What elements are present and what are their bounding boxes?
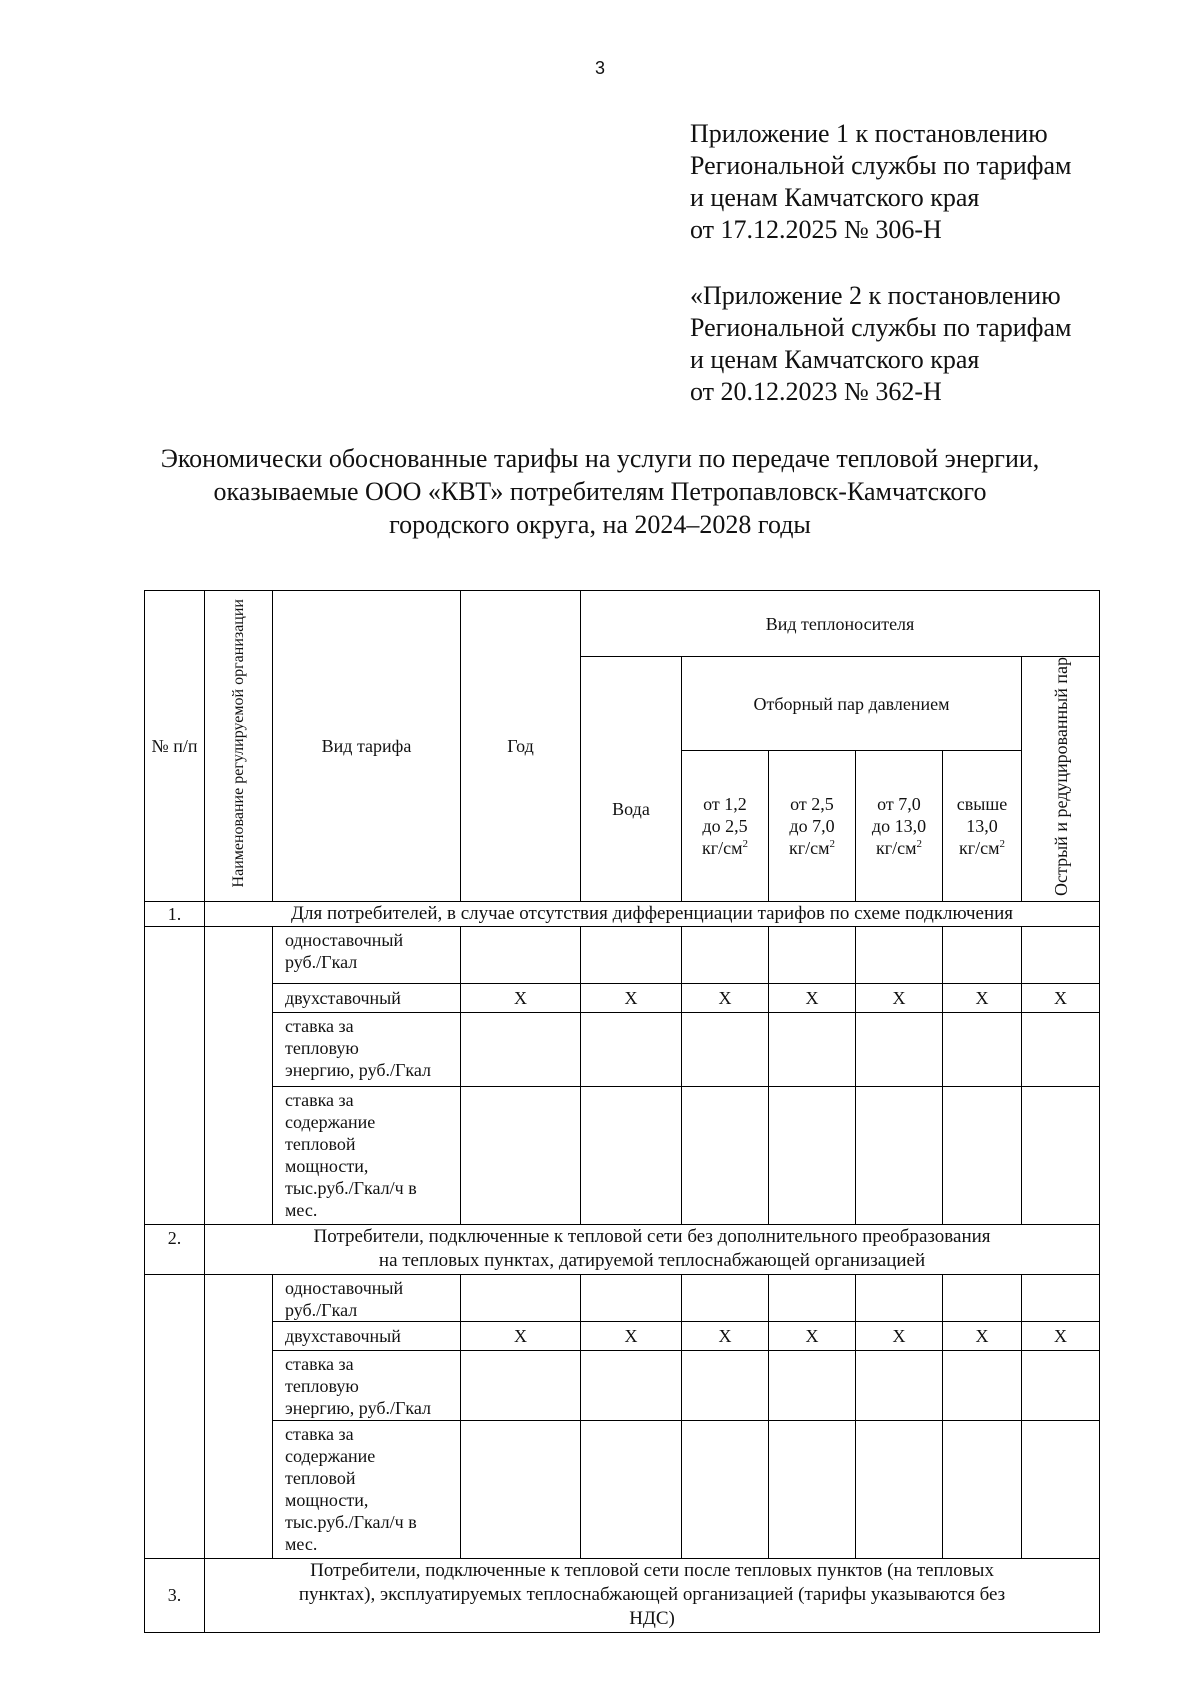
header-steam: Отборный пар давлением	[682, 657, 1022, 751]
table-cell	[461, 926, 581, 983]
table-cell	[856, 1420, 943, 1558]
table-cell	[943, 926, 1022, 983]
row-energy-rate-label: ставка за тепловую энергию, руб./Гкал	[273, 1012, 461, 1086]
table-cell	[682, 926, 769, 983]
row-capacity-rate-label: ставка за содержание тепловой мощности, тыс.руб./Гкал/ч в мес.	[273, 1086, 461, 1224]
section-3-title: Потребители, подключенные к тепловой сети после тепловых пунктов (на тепловых пунктах), эксплуатируемых теплоснабжающей организацией (тарифы указываются без НДС)	[205, 1558, 1100, 1632]
table-cell	[769, 1420, 856, 1558]
row-one-rate-label: одноставочный руб./Гкал	[273, 926, 461, 983]
header-org-text: Наименование регулируемой организации	[229, 599, 247, 888]
x-mark: Х	[856, 1321, 943, 1350]
table-cell	[856, 926, 943, 983]
table-cell	[943, 1350, 1022, 1420]
row-capacity-rate-label: ставка за содержание тепловой мощности, тыс.руб./Гкал/ч в мес.	[273, 1420, 461, 1558]
x-mark: Х	[581, 983, 682, 1012]
table-cell	[682, 1350, 769, 1420]
table-cell	[943, 1086, 1022, 1224]
title-line: Экономически обоснованные тарифы на услуги по передаче тепловой энергии,	[160, 444, 1040, 473]
row-two-rate-label: двухставочный	[273, 983, 461, 1012]
table-cell	[856, 1274, 943, 1321]
tariff-table	[144, 590, 1100, 1633]
table-cell	[682, 1012, 769, 1086]
appendix-1-reference	[690, 118, 1170, 246]
table-cell	[1022, 1420, 1100, 1558]
section-1-num: 1.	[145, 901, 205, 926]
table-cell	[769, 1350, 856, 1420]
header-sharp-steam-text: Острый и редуцированный пар	[1050, 657, 1071, 896]
x-mark: Х	[682, 983, 769, 1012]
appendix-2-line: и ценам Камчатского края	[690, 345, 980, 374]
table-cell	[1022, 1274, 1100, 1321]
document-title	[100, 442, 1100, 541]
header-pressure-1: от 1,2 до 2,5 $кг/см^2$	[682, 751, 769, 902]
x-mark: Х	[856, 983, 943, 1012]
table-cell	[581, 1350, 682, 1420]
table-cell	[856, 1350, 943, 1420]
appendix-2-line: от 20.12.2023 № 362-Н	[690, 377, 942, 406]
table-cell	[943, 1274, 1022, 1321]
table-cell	[461, 1274, 581, 1321]
table-cell	[581, 1086, 682, 1224]
table-cell	[856, 1012, 943, 1086]
table-cell	[1022, 1086, 1100, 1224]
title-line: оказываемые ООО «КВТ» потребителям Петропавловск-Камчатского	[213, 477, 987, 506]
x-mark: Х	[581, 1321, 682, 1350]
table-cell	[461, 1012, 581, 1086]
table-cell	[682, 1420, 769, 1558]
table-cell	[682, 1086, 769, 1224]
appendix-1-line: и ценам Камчатского края	[690, 183, 980, 212]
header-pressure-2: от 2,5 до 7,0 $кг/см^2$	[769, 751, 856, 902]
x-mark: Х	[461, 983, 581, 1012]
section-2-num-blank	[145, 1274, 205, 1558]
header-org	[205, 591, 273, 902]
appendix-1-line: Приложение 1 к постановлению	[690, 119, 1048, 148]
header-pressure-4: свыше 13,0 $кг/см^2$	[943, 751, 1022, 902]
title-line: городского округа, на 2024–2028 годы	[389, 510, 811, 539]
page-number: 3	[594, 58, 605, 78]
section-2-title: Потребители, подключенные к тепловой сети без дополнительного преобразования на тепловых пунктах, датируемой теплоснабжающей организацией	[205, 1224, 1100, 1274]
table-cell	[769, 1086, 856, 1224]
appendix-2-line: Региональной службы по тарифам	[690, 313, 1072, 342]
table-cell	[856, 1086, 943, 1224]
header-num: № п/п	[145, 591, 205, 902]
table-cell	[1022, 1350, 1100, 1420]
table-cell	[769, 1274, 856, 1321]
table-cell	[581, 1420, 682, 1558]
table-cell	[769, 926, 856, 983]
x-mark: Х	[943, 1321, 1022, 1350]
table-cell	[1022, 1012, 1100, 1086]
header-pressure-3: от 7,0 до 13,0 $кг/см^2$	[856, 751, 943, 902]
table-cell	[581, 1274, 682, 1321]
appendix-1-line: Региональной службы по тарифам	[690, 151, 1072, 180]
table-cell	[461, 1086, 581, 1224]
x-mark: Х	[943, 983, 1022, 1012]
table-cell	[682, 1274, 769, 1321]
section-2-org-blank	[205, 1274, 273, 1558]
appendix-2-reference	[690, 280, 1170, 408]
section-1-org-blank	[205, 926, 273, 1224]
x-mark: Х	[769, 1321, 856, 1350]
row-two-rate-label: двухставочный	[273, 1321, 461, 1350]
header-year: Год	[461, 591, 581, 902]
appendix-2-line: «Приложение 2 к постановлению	[690, 281, 1061, 310]
section-2-num: 2.	[145, 1224, 205, 1274]
table-cell	[461, 1420, 581, 1558]
section-1-num-blank	[145, 926, 205, 1224]
header-water: Вода	[581, 657, 682, 902]
x-mark: Х	[682, 1321, 769, 1350]
table-cell	[1022, 926, 1100, 983]
header-carrier: Вид теплоносителя	[581, 591, 1100, 657]
table-cell	[581, 1012, 682, 1086]
x-mark: Х	[1022, 983, 1100, 1012]
table-cell	[581, 926, 682, 983]
x-mark: Х	[461, 1321, 581, 1350]
table-cell	[769, 1012, 856, 1086]
appendix-1-line: от 17.12.2025 № 306-Н	[690, 215, 942, 244]
table-cell	[943, 1420, 1022, 1558]
row-one-rate-label: одноставочный руб./Гкал	[273, 1274, 461, 1321]
section-1-title: Для потребителей, в случае отсутствия дифференциации тарифов по схеме подключения	[205, 901, 1100, 926]
header-sharp-steam	[1022, 657, 1100, 902]
section-3-num: 3.	[145, 1558, 205, 1632]
x-mark: Х	[1022, 1321, 1100, 1350]
row-energy-rate-label: ставка за тепловую энергию, руб./Гкал	[273, 1350, 461, 1420]
table-cell	[943, 1012, 1022, 1086]
header-tariff-type: Вид тарифа	[273, 591, 461, 902]
table-cell	[461, 1350, 581, 1420]
x-mark: Х	[769, 983, 856, 1012]
